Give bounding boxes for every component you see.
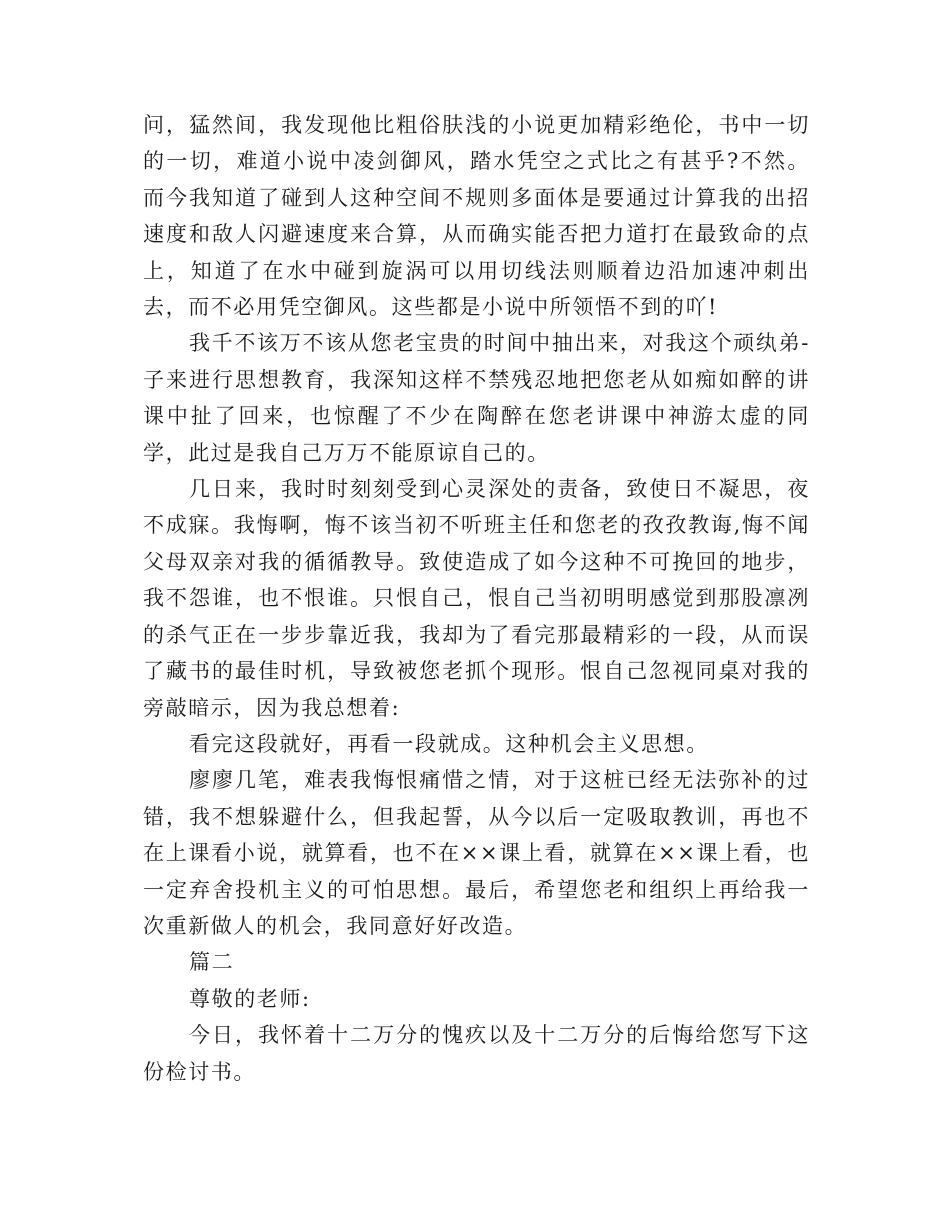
paragraph-5: 廖廖几笔，难表我悔恨痛惜之情，对于这桩已经无法弥补的过错，我不想躲避什么，但我起誓，从今以后一定吸取教训，再也不在上课看小说，就算看，也不在××课上看，就算在××课上看，也一定弃舍投机主义的可怕思想。最后，希望您老和组织上再给我一次重新做人的机会，我同意好好改造。 — [143, 768, 810, 938]
paragraph-3: 几日来，我时时刻刻受到心灵深处的责备，致使日不凝思，夜不成寐。我悔啊，悔不该当初不听班主任和您老的孜孜教诲,悔不闻父母双亲对我的循循教导。致使造成了如今这种不可挽回的地步，我不怨谁，也不恨谁。只恨自己，恨自己当初明明感觉到那股凛冽的杀气正在一步步靠近我，我却为了看完那最精彩的一段，从而误了藏书的最佳时机，导致被您老抓个现形。恨自己忽视同桌对我的旁敲暗示，因为我总想着: — [143, 477, 810, 720]
paragraph-4: 看完这段就好，再看一段就成。这种机会主义思想。 — [189, 731, 709, 756]
document-body — [143, 107, 810, 1090]
paragraph-1: 问，猛然间，我发现他比粗俗肤浅的小说更加精彩绝伦，书中一切的一切，难道小说中凌剑御风，踏水凭空之式比之有甚乎?不然。而今我知道了碰到人这种空间不规则多面体是要通过计算我的出招速度和敌人闪避速度来合算，从而确实能否把力道打在最致命的点上，知道了在水中碰到旋涡可以用切线法则顺着边沿加速冲刺出去，而不必用凭空御风。这些都是小说中所领悟不到的吖! — [143, 113, 810, 320]
salutation: 尊敬的老师: — [189, 986, 311, 1011]
paragraph-6: 今日，我怀着十二万分的愧疚以及十二万分的后悔给您写下这份检讨书。 — [143, 1023, 810, 1084]
section-heading: 篇二 — [189, 950, 235, 975]
paragraph-2: 我千不该万不该从您老宝贵的时间中抽出来，对我这个顽纨弟-子来进行思想教育，我深知这样不禁残忍地把您老从如痴如醉的讲课中扯了回来，也惊醒了不少在陶醉在您老讲课中神游太虚的同学，此过是我自己万万不能原谅自己的。 — [143, 331, 810, 465]
